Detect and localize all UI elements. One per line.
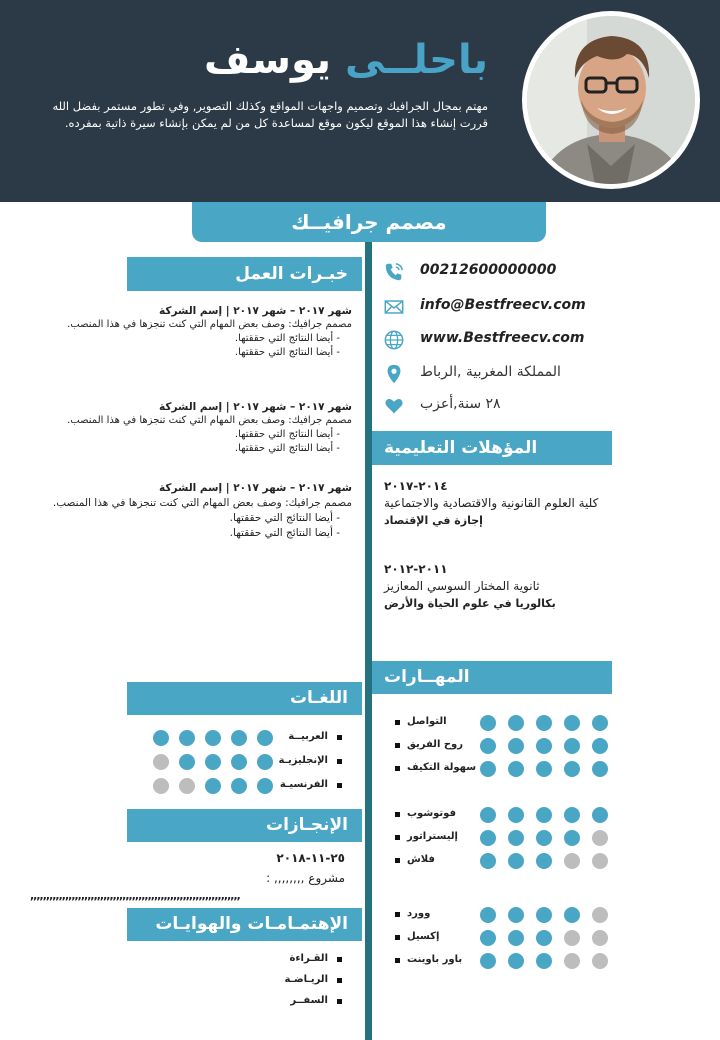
education-years: ٢٠١١-٢٠١٢ bbox=[384, 562, 448, 576]
interest-row bbox=[150, 950, 350, 970]
achievement-date: ٢٥-١١-٢٠١٨ bbox=[276, 851, 345, 865]
skill-level-dot bbox=[592, 930, 608, 946]
skill-name: إكسيل bbox=[407, 931, 440, 942]
languages-heading: اللغـات bbox=[127, 682, 362, 715]
education-item bbox=[384, 561, 614, 612]
job-result: - أيضا النتائج التي حققتها. bbox=[234, 429, 340, 440]
interests-heading: الإهتمـامـات والهوايـات bbox=[127, 908, 362, 941]
profile-photo bbox=[522, 11, 700, 189]
language-row bbox=[150, 752, 350, 772]
experience-heading: خبـرات العمل bbox=[127, 257, 362, 291]
job-result: - أيضا النتائج التي حققتها. bbox=[234, 347, 340, 358]
experience-item bbox=[40, 304, 352, 360]
job-role: مصمم جرافيك: وصف بعض المهام التي كنت تنجزها في هذا المنصب. bbox=[67, 319, 352, 330]
skill-name: التواصل bbox=[407, 716, 447, 727]
envelope-icon bbox=[383, 296, 405, 318]
bullet-icon bbox=[395, 858, 400, 863]
skill-level-dot bbox=[564, 953, 580, 969]
contact-location bbox=[383, 361, 613, 387]
language-level-dot bbox=[179, 754, 195, 770]
bullet-icon bbox=[395, 958, 400, 963]
skill-level-dot bbox=[536, 830, 552, 846]
education-item bbox=[384, 478, 614, 529]
skill-level-dot bbox=[536, 930, 552, 946]
skill-row bbox=[393, 951, 613, 971]
language-level-dot bbox=[231, 730, 247, 746]
bullet-icon bbox=[337, 759, 342, 764]
skill-level-dot bbox=[592, 853, 608, 869]
education-degree: إجازة في الإقتصاد bbox=[384, 514, 483, 527]
language-row bbox=[150, 728, 350, 748]
skill-row bbox=[393, 928, 613, 948]
skill-level-dot bbox=[536, 715, 552, 731]
skill-row bbox=[393, 905, 613, 925]
location-pin-icon bbox=[383, 363, 405, 385]
bullet-icon bbox=[337, 957, 342, 962]
skill-level-dot bbox=[564, 738, 580, 754]
job-date: شهر ٢٠١٧ – شهر ٢٠١٧ | إسم الشركة bbox=[159, 482, 352, 494]
skill-level-dot bbox=[536, 853, 552, 869]
language-name: العربيــة bbox=[288, 731, 328, 742]
language-name: الفرنسيـة bbox=[279, 779, 328, 790]
bullet-icon bbox=[395, 912, 400, 917]
bullet-icon bbox=[337, 783, 342, 788]
language-row bbox=[150, 776, 350, 796]
education-heading: المؤهلات التعليمية bbox=[372, 431, 612, 465]
skill-level-dot bbox=[508, 907, 524, 923]
skill-level-dot bbox=[480, 907, 496, 923]
skill-level-dot bbox=[508, 830, 524, 846]
job-date: شهر ٢٠١٧ – شهر ٢٠١٧ | إسم الشركة bbox=[159, 305, 352, 317]
job-result: - أيضا النتائج التي حققتها. bbox=[234, 443, 340, 454]
skill-row bbox=[393, 713, 613, 733]
language-level-dot bbox=[153, 754, 169, 770]
language-level-dot bbox=[205, 754, 221, 770]
website-url[interactable]: www.Bestfreecv.com bbox=[420, 330, 585, 346]
skill-level-dot bbox=[592, 807, 608, 823]
language-level-dot bbox=[179, 730, 195, 746]
skill-row bbox=[393, 828, 613, 848]
email-address[interactable]: info@Bestfreecv.com bbox=[420, 297, 586, 313]
contact-phone bbox=[383, 259, 613, 285]
achievements-heading: الإنجـازات bbox=[127, 809, 362, 842]
skill-level-dot bbox=[564, 853, 580, 869]
skill-level-dot bbox=[592, 738, 608, 754]
skill-level-dot bbox=[592, 761, 608, 777]
skill-level-dot bbox=[508, 930, 524, 946]
skill-level-dot bbox=[592, 715, 608, 731]
language-name: الإنجليزيـة bbox=[278, 755, 328, 766]
skill-name: وورد bbox=[407, 908, 431, 919]
job-title: مصمم جرافيــك bbox=[192, 202, 546, 242]
skill-level-dot bbox=[508, 807, 524, 823]
language-level-dot bbox=[257, 754, 273, 770]
language-level-dot bbox=[231, 754, 247, 770]
contact-personal bbox=[383, 393, 613, 419]
bullet-icon bbox=[337, 735, 342, 740]
bullet-icon bbox=[395, 743, 400, 748]
skill-name: فوتوشوب bbox=[407, 808, 456, 819]
phone-icon bbox=[383, 261, 405, 283]
language-level-dot bbox=[231, 778, 247, 794]
last-name: باحلــى bbox=[344, 37, 488, 83]
skill-level-dot bbox=[536, 953, 552, 969]
interest-row bbox=[150, 971, 350, 991]
job-date: شهر ٢٠١٧ – شهر ٢٠١٧ | إسم الشركة bbox=[159, 401, 352, 413]
skill-level-dot bbox=[508, 715, 524, 731]
skill-level-dot bbox=[480, 807, 496, 823]
skill-level-dot bbox=[536, 907, 552, 923]
contact-email bbox=[383, 294, 613, 320]
job-role: مصمم جرافيك: وصف بعض المهام التي كنت تنجزها في هذا المنصب. bbox=[67, 415, 352, 426]
skill-row bbox=[393, 851, 613, 871]
skill-level-dot bbox=[564, 830, 580, 846]
bullet-icon bbox=[337, 978, 342, 983]
education-school: ثانوية المختار السوسي المعازيز bbox=[384, 579, 540, 593]
skill-level-dot bbox=[592, 907, 608, 923]
interest-name: السفــر bbox=[290, 995, 328, 1006]
skill-level-dot bbox=[564, 907, 580, 923]
skill-level-dot bbox=[480, 853, 496, 869]
experience-item bbox=[40, 481, 352, 541]
bullet-icon bbox=[395, 935, 400, 940]
header bbox=[0, 0, 720, 202]
skill-level-dot bbox=[480, 830, 496, 846]
language-level-dot bbox=[205, 730, 221, 746]
bullet-icon bbox=[395, 720, 400, 725]
skill-level-dot bbox=[508, 761, 524, 777]
skill-name: سهولة التكيف bbox=[407, 762, 477, 773]
phone-number: 00212600000000 bbox=[420, 262, 557, 278]
skill-level-dot bbox=[564, 930, 580, 946]
job-role: مصمم جرافيك: وصف بعض المهام التي كنت تنجزها في هذا المنصب. bbox=[52, 497, 352, 509]
skill-level-dot bbox=[536, 761, 552, 777]
profile-photo-icon bbox=[527, 16, 695, 184]
education-years: ٢٠١٤-٢٠١٧ bbox=[384, 479, 448, 493]
skill-level-dot bbox=[564, 761, 580, 777]
skill-level-dot bbox=[508, 853, 524, 869]
skills-heading: المهــارات bbox=[372, 661, 612, 694]
skill-name: فلاش bbox=[407, 854, 435, 865]
skill-name: باور باوينت bbox=[407, 954, 463, 965]
experience-item bbox=[40, 400, 352, 456]
skill-level-dot bbox=[536, 807, 552, 823]
language-level-dot bbox=[153, 778, 169, 794]
skill-level-dot bbox=[508, 738, 524, 754]
bullet-icon bbox=[395, 766, 400, 771]
bullet-icon bbox=[395, 835, 400, 840]
skill-level-dot bbox=[592, 830, 608, 846]
bullet-icon bbox=[395, 812, 400, 817]
skill-level-dot bbox=[480, 738, 496, 754]
education-degree: بكالوريا في علوم الحياة والأرض bbox=[384, 597, 556, 610]
contact-website bbox=[383, 327, 613, 353]
language-level-dot bbox=[179, 778, 195, 794]
full-name bbox=[204, 36, 488, 84]
skill-level-dot bbox=[564, 715, 580, 731]
skill-level-dot bbox=[536, 738, 552, 754]
heart-icon bbox=[383, 395, 405, 417]
skill-level-dot bbox=[564, 807, 580, 823]
skill-level-dot bbox=[480, 715, 496, 731]
language-level-dot bbox=[257, 730, 273, 746]
skill-level-dot bbox=[480, 930, 496, 946]
interest-row bbox=[150, 992, 350, 1012]
job-result: - أيضا النتائج التي حققتها. bbox=[234, 333, 340, 344]
achievement-dots: ,,,,,,,,,,,,,,,,,,,,,,,,,,,,,,,,,,,,,,,,,,,,,,,,,,,,,,,,,,,,,,,,,, bbox=[30, 889, 240, 902]
location-text: المملكة المغربية ,الرباط bbox=[420, 364, 561, 380]
language-level-dot bbox=[205, 778, 221, 794]
intro-text: مهتم بمجال الجرافيك وتصميم واجهات المواقع وكذلك التصوير, وفي تطور مستمر بفضل الله قررت إنشاء هذا الموقع ليكون موقع لمساعدة كل من لم يمكن بإنشاء سيرة ذاتية بمفرده. bbox=[52, 99, 488, 130]
globe-icon bbox=[383, 329, 405, 351]
personal-info: ٢٨ سنة,أعزب bbox=[420, 396, 501, 412]
vertical-divider bbox=[365, 202, 372, 1040]
skill-name: روح الفريق bbox=[407, 739, 464, 750]
language-level-dot bbox=[153, 730, 169, 746]
skill-name: إليستراتور bbox=[407, 831, 458, 842]
skill-level-dot bbox=[592, 953, 608, 969]
job-result: - أيضا النتائج التي حققتها. bbox=[229, 512, 340, 524]
education-school: كلية العلوم القانونية والاقتصادية والاجتماعية bbox=[384, 496, 599, 510]
language-level-dot bbox=[257, 778, 273, 794]
interest-name: القـراءة bbox=[289, 953, 328, 964]
skill-level-dot bbox=[508, 953, 524, 969]
skill-row bbox=[393, 759, 613, 779]
interest-name: الريـاضـة bbox=[284, 974, 328, 985]
job-result: - أيضا النتائج التي حققتها. bbox=[229, 527, 340, 539]
skill-row bbox=[393, 736, 613, 756]
achievement-project: مشروع ,,,,,,,, : bbox=[266, 871, 345, 885]
first-name: يوسف bbox=[203, 37, 332, 83]
skill-level-dot bbox=[480, 953, 496, 969]
skill-level-dot bbox=[480, 761, 496, 777]
skill-row bbox=[393, 805, 613, 825]
bullet-icon bbox=[337, 999, 342, 1004]
